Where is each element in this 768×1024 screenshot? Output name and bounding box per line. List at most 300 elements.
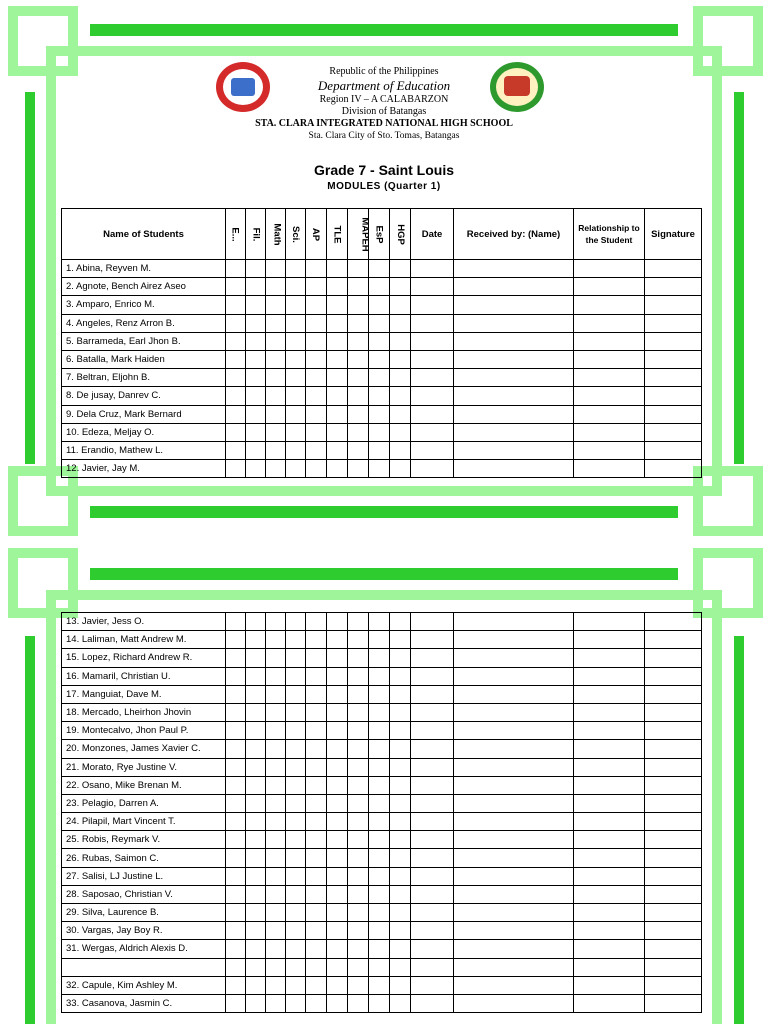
subject-checkbox-cell[interactable]: [369, 904, 390, 922]
subject-checkbox-cell[interactable]: [369, 296, 390, 314]
subject-checkbox-cell[interactable]: [226, 350, 246, 368]
received-by-cell[interactable]: [454, 460, 574, 478]
subject-checkbox-cell[interactable]: [327, 867, 348, 885]
subject-checkbox-cell[interactable]: [266, 776, 286, 794]
received-by-cell[interactable]: [454, 867, 574, 885]
signature-cell[interactable]: [645, 405, 702, 423]
signature-cell[interactable]: [645, 885, 702, 903]
subject-checkbox-cell[interactable]: [266, 885, 286, 903]
received-by-cell[interactable]: [454, 904, 574, 922]
subject-checkbox-cell[interactable]: [348, 631, 369, 649]
subject-checkbox-cell[interactable]: [369, 940, 390, 958]
subject-checkbox-cell[interactable]: [390, 685, 411, 703]
signature-cell[interactable]: [645, 958, 702, 976]
date-cell[interactable]: [411, 976, 454, 994]
subject-checkbox-cell[interactable]: [286, 423, 306, 441]
date-cell[interactable]: [411, 667, 454, 685]
subject-checkbox-cell[interactable]: [369, 813, 390, 831]
subject-checkbox-cell[interactable]: [246, 867, 266, 885]
subject-checkbox-cell[interactable]: [369, 278, 390, 296]
subject-checkbox-cell[interactable]: [306, 958, 327, 976]
subject-checkbox-cell[interactable]: [348, 685, 369, 703]
subject-checkbox-cell[interactable]: [246, 813, 266, 831]
subject-checkbox-cell[interactable]: [327, 278, 348, 296]
subject-checkbox-cell[interactable]: [369, 740, 390, 758]
subject-checkbox-cell[interactable]: [369, 758, 390, 776]
subject-checkbox-cell[interactable]: [327, 260, 348, 278]
subject-checkbox-cell[interactable]: [348, 667, 369, 685]
subject-checkbox-cell[interactable]: [390, 423, 411, 441]
subject-checkbox-cell[interactable]: [369, 423, 390, 441]
subject-checkbox-cell[interactable]: [390, 994, 411, 1012]
subject-checkbox-cell[interactable]: [226, 441, 246, 459]
subject-checkbox-cell[interactable]: [390, 703, 411, 721]
relationship-cell[interactable]: [574, 994, 645, 1012]
subject-checkbox-cell[interactable]: [306, 849, 327, 867]
signature-cell[interactable]: [645, 631, 702, 649]
subject-checkbox-cell[interactable]: [286, 904, 306, 922]
subject-checkbox-cell[interactable]: [327, 976, 348, 994]
subject-checkbox-cell[interactable]: [390, 387, 411, 405]
subject-checkbox-cell[interactable]: [226, 776, 246, 794]
subject-checkbox-cell[interactable]: [348, 703, 369, 721]
relationship-cell[interactable]: [574, 314, 645, 332]
signature-cell[interactable]: [645, 387, 702, 405]
signature-cell[interactable]: [645, 423, 702, 441]
subject-checkbox-cell[interactable]: [348, 460, 369, 478]
received-by-cell[interactable]: [454, 631, 574, 649]
subject-checkbox-cell[interactable]: [226, 758, 246, 776]
subject-checkbox-cell[interactable]: [226, 849, 246, 867]
subject-checkbox-cell[interactable]: [348, 332, 369, 350]
subject-checkbox-cell[interactable]: [348, 722, 369, 740]
subject-checkbox-cell[interactable]: [286, 667, 306, 685]
received-by-cell[interactable]: [454, 649, 574, 667]
date-cell[interactable]: [411, 278, 454, 296]
subject-checkbox-cell[interactable]: [348, 831, 369, 849]
date-cell[interactable]: [411, 296, 454, 314]
subject-checkbox-cell[interactable]: [348, 976, 369, 994]
received-by-cell[interactable]: [454, 278, 574, 296]
subject-checkbox-cell[interactable]: [369, 369, 390, 387]
subject-checkbox-cell[interactable]: [266, 423, 286, 441]
subject-checkbox-cell[interactable]: [306, 831, 327, 849]
subject-checkbox-cell[interactable]: [226, 940, 246, 958]
subject-checkbox-cell[interactable]: [390, 314, 411, 332]
subject-checkbox-cell[interactable]: [390, 976, 411, 994]
subject-checkbox-cell[interactable]: [246, 722, 266, 740]
signature-cell[interactable]: [645, 940, 702, 958]
subject-checkbox-cell[interactable]: [286, 405, 306, 423]
subject-checkbox-cell[interactable]: [306, 296, 327, 314]
subject-checkbox-cell[interactable]: [348, 649, 369, 667]
subject-checkbox-cell[interactable]: [306, 260, 327, 278]
date-cell[interactable]: [411, 794, 454, 812]
relationship-cell[interactable]: [574, 631, 645, 649]
subject-checkbox-cell[interactable]: [390, 849, 411, 867]
relationship-cell[interactable]: [574, 332, 645, 350]
signature-cell[interactable]: [645, 813, 702, 831]
subject-checkbox-cell[interactable]: [390, 831, 411, 849]
received-by-cell[interactable]: [454, 441, 574, 459]
date-cell[interactable]: [411, 758, 454, 776]
relationship-cell[interactable]: [574, 278, 645, 296]
subject-checkbox-cell[interactable]: [266, 740, 286, 758]
received-by-cell[interactable]: [454, 958, 574, 976]
subject-checkbox-cell[interactable]: [226, 904, 246, 922]
subject-checkbox-cell[interactable]: [369, 867, 390, 885]
subject-checkbox-cell[interactable]: [226, 260, 246, 278]
signature-cell[interactable]: [645, 278, 702, 296]
date-cell[interactable]: [411, 722, 454, 740]
subject-checkbox-cell[interactable]: [348, 994, 369, 1012]
subject-checkbox-cell[interactable]: [286, 794, 306, 812]
relationship-cell[interactable]: [574, 423, 645, 441]
subject-checkbox-cell[interactable]: [266, 813, 286, 831]
subject-checkbox-cell[interactable]: [369, 631, 390, 649]
subject-checkbox-cell[interactable]: [226, 867, 246, 885]
relationship-cell[interactable]: [574, 867, 645, 885]
subject-checkbox-cell[interactable]: [266, 722, 286, 740]
subject-checkbox-cell[interactable]: [327, 441, 348, 459]
subject-checkbox-cell[interactable]: [390, 740, 411, 758]
subject-checkbox-cell[interactable]: [266, 685, 286, 703]
signature-cell[interactable]: [645, 703, 702, 721]
subject-checkbox-cell[interactable]: [246, 849, 266, 867]
subject-checkbox-cell[interactable]: [369, 441, 390, 459]
signature-cell[interactable]: [645, 722, 702, 740]
subject-checkbox-cell[interactable]: [226, 922, 246, 940]
relationship-cell[interactable]: [574, 722, 645, 740]
received-by-cell[interactable]: [454, 685, 574, 703]
subject-checkbox-cell[interactable]: [390, 649, 411, 667]
subject-checkbox-cell[interactable]: [390, 904, 411, 922]
subject-checkbox-cell[interactable]: [226, 685, 246, 703]
subject-checkbox-cell[interactable]: [369, 958, 390, 976]
subject-checkbox-cell[interactable]: [306, 667, 327, 685]
subject-checkbox-cell[interactable]: [306, 685, 327, 703]
subject-checkbox-cell[interactable]: [306, 794, 327, 812]
subject-checkbox-cell[interactable]: [306, 631, 327, 649]
received-by-cell[interactable]: [454, 758, 574, 776]
date-cell[interactable]: [411, 740, 454, 758]
subject-checkbox-cell[interactable]: [266, 649, 286, 667]
relationship-cell[interactable]: [574, 369, 645, 387]
subject-checkbox-cell[interactable]: [369, 722, 390, 740]
subject-checkbox-cell[interactable]: [266, 441, 286, 459]
subject-checkbox-cell[interactable]: [226, 278, 246, 296]
received-by-cell[interactable]: [454, 922, 574, 940]
date-cell[interactable]: [411, 867, 454, 885]
subject-checkbox-cell[interactable]: [246, 441, 266, 459]
subject-checkbox-cell[interactable]: [369, 685, 390, 703]
subject-checkbox-cell[interactable]: [246, 405, 266, 423]
signature-cell[interactable]: [645, 667, 702, 685]
subject-checkbox-cell[interactable]: [286, 703, 306, 721]
subject-checkbox-cell[interactable]: [327, 423, 348, 441]
subject-checkbox-cell[interactable]: [306, 314, 327, 332]
subject-checkbox-cell[interactable]: [226, 976, 246, 994]
relationship-cell[interactable]: [574, 441, 645, 459]
subject-checkbox-cell[interactable]: [327, 387, 348, 405]
relationship-cell[interactable]: [574, 740, 645, 758]
subject-checkbox-cell[interactable]: [246, 885, 266, 903]
signature-cell[interactable]: [645, 904, 702, 922]
subject-checkbox-cell[interactable]: [327, 994, 348, 1012]
subject-checkbox-cell[interactable]: [327, 831, 348, 849]
subject-checkbox-cell[interactable]: [286, 387, 306, 405]
subject-checkbox-cell[interactable]: [306, 332, 327, 350]
received-by-cell[interactable]: [454, 260, 574, 278]
subject-checkbox-cell[interactable]: [226, 387, 246, 405]
date-cell[interactable]: [411, 649, 454, 667]
subject-checkbox-cell[interactable]: [348, 794, 369, 812]
subject-checkbox-cell[interactable]: [348, 296, 369, 314]
signature-cell[interactable]: [645, 296, 702, 314]
relationship-cell[interactable]: [574, 849, 645, 867]
subject-checkbox-cell[interactable]: [348, 904, 369, 922]
date-cell[interactable]: [411, 350, 454, 368]
subject-checkbox-cell[interactable]: [348, 278, 369, 296]
subject-checkbox-cell[interactable]: [390, 776, 411, 794]
subject-checkbox-cell[interactable]: [246, 776, 266, 794]
subject-checkbox-cell[interactable]: [306, 649, 327, 667]
subject-checkbox-cell[interactable]: [266, 849, 286, 867]
subject-checkbox-cell[interactable]: [306, 940, 327, 958]
date-cell[interactable]: [411, 994, 454, 1012]
subject-checkbox-cell[interactable]: [266, 758, 286, 776]
date-cell[interactable]: [411, 405, 454, 423]
subject-checkbox-cell[interactable]: [348, 958, 369, 976]
received-by-cell[interactable]: [454, 423, 574, 441]
relationship-cell[interactable]: [574, 776, 645, 794]
subject-checkbox-cell[interactable]: [348, 423, 369, 441]
subject-checkbox-cell[interactable]: [286, 441, 306, 459]
subject-checkbox-cell[interactable]: [306, 405, 327, 423]
relationship-cell[interactable]: [574, 940, 645, 958]
subject-checkbox-cell[interactable]: [390, 758, 411, 776]
subject-checkbox-cell[interactable]: [390, 350, 411, 368]
subject-checkbox-cell[interactable]: [369, 405, 390, 423]
signature-cell[interactable]: [645, 867, 702, 885]
subject-checkbox-cell[interactable]: [286, 758, 306, 776]
subject-checkbox-cell[interactable]: [369, 260, 390, 278]
subject-checkbox-cell[interactable]: [390, 940, 411, 958]
subject-checkbox-cell[interactable]: [286, 296, 306, 314]
subject-checkbox-cell[interactable]: [246, 740, 266, 758]
relationship-cell[interactable]: [574, 958, 645, 976]
subject-checkbox-cell[interactable]: [266, 631, 286, 649]
subject-checkbox-cell[interactable]: [348, 350, 369, 368]
subject-checkbox-cell[interactable]: [246, 904, 266, 922]
subject-checkbox-cell[interactable]: [266, 958, 286, 976]
subject-checkbox-cell[interactable]: [286, 649, 306, 667]
subject-checkbox-cell[interactable]: [390, 794, 411, 812]
date-cell[interactable]: [411, 813, 454, 831]
subject-checkbox-cell[interactable]: [226, 667, 246, 685]
subject-checkbox-cell[interactable]: [369, 994, 390, 1012]
subject-checkbox-cell[interactable]: [286, 460, 306, 478]
date-cell[interactable]: [411, 904, 454, 922]
subject-checkbox-cell[interactable]: [369, 460, 390, 478]
subject-checkbox-cell[interactable]: [390, 369, 411, 387]
subject-checkbox-cell[interactable]: [246, 260, 266, 278]
signature-cell[interactable]: [645, 369, 702, 387]
subject-checkbox-cell[interactable]: [390, 260, 411, 278]
subject-checkbox-cell[interactable]: [226, 332, 246, 350]
subject-checkbox-cell[interactable]: [226, 314, 246, 332]
relationship-cell[interactable]: [574, 922, 645, 940]
subject-checkbox-cell[interactable]: [266, 703, 286, 721]
received-by-cell[interactable]: [454, 405, 574, 423]
received-by-cell[interactable]: [454, 314, 574, 332]
subject-checkbox-cell[interactable]: [266, 332, 286, 350]
subject-checkbox-cell[interactable]: [369, 976, 390, 994]
subject-checkbox-cell[interactable]: [226, 649, 246, 667]
subject-checkbox-cell[interactable]: [390, 441, 411, 459]
subject-checkbox-cell[interactable]: [246, 994, 266, 1012]
subject-checkbox-cell[interactable]: [306, 776, 327, 794]
relationship-cell[interactable]: [574, 260, 645, 278]
subject-checkbox-cell[interactable]: [348, 813, 369, 831]
received-by-cell[interactable]: [454, 994, 574, 1012]
signature-cell[interactable]: [645, 758, 702, 776]
relationship-cell[interactable]: [574, 813, 645, 831]
subject-checkbox-cell[interactable]: [306, 460, 327, 478]
received-by-cell[interactable]: [454, 740, 574, 758]
subject-checkbox-cell[interactable]: [306, 423, 327, 441]
signature-cell[interactable]: [645, 350, 702, 368]
subject-checkbox-cell[interactable]: [348, 922, 369, 940]
date-cell[interactable]: [411, 369, 454, 387]
subject-checkbox-cell[interactable]: [266, 940, 286, 958]
relationship-cell[interactable]: [574, 685, 645, 703]
subject-checkbox-cell[interactable]: [369, 922, 390, 940]
subject-checkbox-cell[interactable]: [390, 813, 411, 831]
subject-checkbox-cell[interactable]: [348, 314, 369, 332]
relationship-cell[interactable]: [574, 350, 645, 368]
subject-checkbox-cell[interactable]: [369, 667, 390, 685]
subject-checkbox-cell[interactable]: [306, 740, 327, 758]
subject-checkbox-cell[interactable]: [226, 831, 246, 849]
subject-checkbox-cell[interactable]: [226, 613, 246, 631]
subject-checkbox-cell[interactable]: [390, 405, 411, 423]
subject-checkbox-cell[interactable]: [369, 794, 390, 812]
subject-checkbox-cell[interactable]: [266, 278, 286, 296]
relationship-cell[interactable]: [574, 667, 645, 685]
subject-checkbox-cell[interactable]: [246, 922, 266, 940]
subject-checkbox-cell[interactable]: [306, 885, 327, 903]
subject-checkbox-cell[interactable]: [327, 314, 348, 332]
subject-checkbox-cell[interactable]: [266, 794, 286, 812]
subject-checkbox-cell[interactable]: [306, 994, 327, 1012]
subject-checkbox-cell[interactable]: [327, 332, 348, 350]
subject-checkbox-cell[interactable]: [327, 849, 348, 867]
subject-checkbox-cell[interactable]: [286, 813, 306, 831]
signature-cell[interactable]: [645, 849, 702, 867]
subject-checkbox-cell[interactable]: [348, 369, 369, 387]
subject-checkbox-cell[interactable]: [348, 885, 369, 903]
subject-checkbox-cell[interactable]: [286, 849, 306, 867]
received-by-cell[interactable]: [454, 813, 574, 831]
subject-checkbox-cell[interactable]: [226, 813, 246, 831]
relationship-cell[interactable]: [574, 649, 645, 667]
subject-checkbox-cell[interactable]: [226, 958, 246, 976]
relationship-cell[interactable]: [574, 613, 645, 631]
subject-checkbox-cell[interactable]: [306, 613, 327, 631]
subject-checkbox-cell[interactable]: [246, 423, 266, 441]
subject-checkbox-cell[interactable]: [390, 460, 411, 478]
date-cell[interactable]: [411, 849, 454, 867]
subject-checkbox-cell[interactable]: [226, 994, 246, 1012]
subject-checkbox-cell[interactable]: [369, 332, 390, 350]
subject-checkbox-cell[interactable]: [390, 667, 411, 685]
received-by-cell[interactable]: [454, 667, 574, 685]
date-cell[interactable]: [411, 685, 454, 703]
subject-checkbox-cell[interactable]: [246, 685, 266, 703]
subject-checkbox-cell[interactable]: [286, 976, 306, 994]
subject-checkbox-cell[interactable]: [286, 613, 306, 631]
received-by-cell[interactable]: [454, 794, 574, 812]
date-cell[interactable]: [411, 260, 454, 278]
subject-checkbox-cell[interactable]: [286, 332, 306, 350]
subject-checkbox-cell[interactable]: [390, 296, 411, 314]
subject-checkbox-cell[interactable]: [348, 758, 369, 776]
subject-checkbox-cell[interactable]: [327, 813, 348, 831]
subject-checkbox-cell[interactable]: [246, 332, 266, 350]
date-cell[interactable]: [411, 703, 454, 721]
subject-checkbox-cell[interactable]: [306, 703, 327, 721]
received-by-cell[interactable]: [454, 831, 574, 849]
subject-checkbox-cell[interactable]: [286, 685, 306, 703]
relationship-cell[interactable]: [574, 794, 645, 812]
subject-checkbox-cell[interactable]: [226, 369, 246, 387]
subject-checkbox-cell[interactable]: [348, 441, 369, 459]
subject-checkbox-cell[interactable]: [306, 387, 327, 405]
subject-checkbox-cell[interactable]: [306, 904, 327, 922]
subject-checkbox-cell[interactable]: [266, 613, 286, 631]
date-cell[interactable]: [411, 332, 454, 350]
date-cell[interactable]: [411, 831, 454, 849]
subject-checkbox-cell[interactable]: [327, 649, 348, 667]
subject-checkbox-cell[interactable]: [369, 387, 390, 405]
relationship-cell[interactable]: [574, 885, 645, 903]
subject-checkbox-cell[interactable]: [306, 369, 327, 387]
subject-checkbox-cell[interactable]: [390, 631, 411, 649]
signature-cell[interactable]: [645, 460, 702, 478]
relationship-cell[interactable]: [574, 296, 645, 314]
signature-cell[interactable]: [645, 613, 702, 631]
subject-checkbox-cell[interactable]: [266, 260, 286, 278]
subject-checkbox-cell[interactable]: [327, 904, 348, 922]
subject-checkbox-cell[interactable]: [246, 703, 266, 721]
subject-checkbox-cell[interactable]: [266, 994, 286, 1012]
subject-checkbox-cell[interactable]: [306, 722, 327, 740]
subject-checkbox-cell[interactable]: [348, 867, 369, 885]
subject-checkbox-cell[interactable]: [369, 849, 390, 867]
subject-checkbox-cell[interactable]: [390, 958, 411, 976]
subject-checkbox-cell[interactable]: [266, 976, 286, 994]
subject-checkbox-cell[interactable]: [369, 649, 390, 667]
subject-checkbox-cell[interactable]: [286, 740, 306, 758]
subject-checkbox-cell[interactable]: [246, 278, 266, 296]
date-cell[interactable]: [411, 460, 454, 478]
subject-checkbox-cell[interactable]: [327, 776, 348, 794]
subject-checkbox-cell[interactable]: [327, 885, 348, 903]
subject-checkbox-cell[interactable]: [327, 296, 348, 314]
subject-checkbox-cell[interactable]: [327, 350, 348, 368]
signature-cell[interactable]: [645, 332, 702, 350]
